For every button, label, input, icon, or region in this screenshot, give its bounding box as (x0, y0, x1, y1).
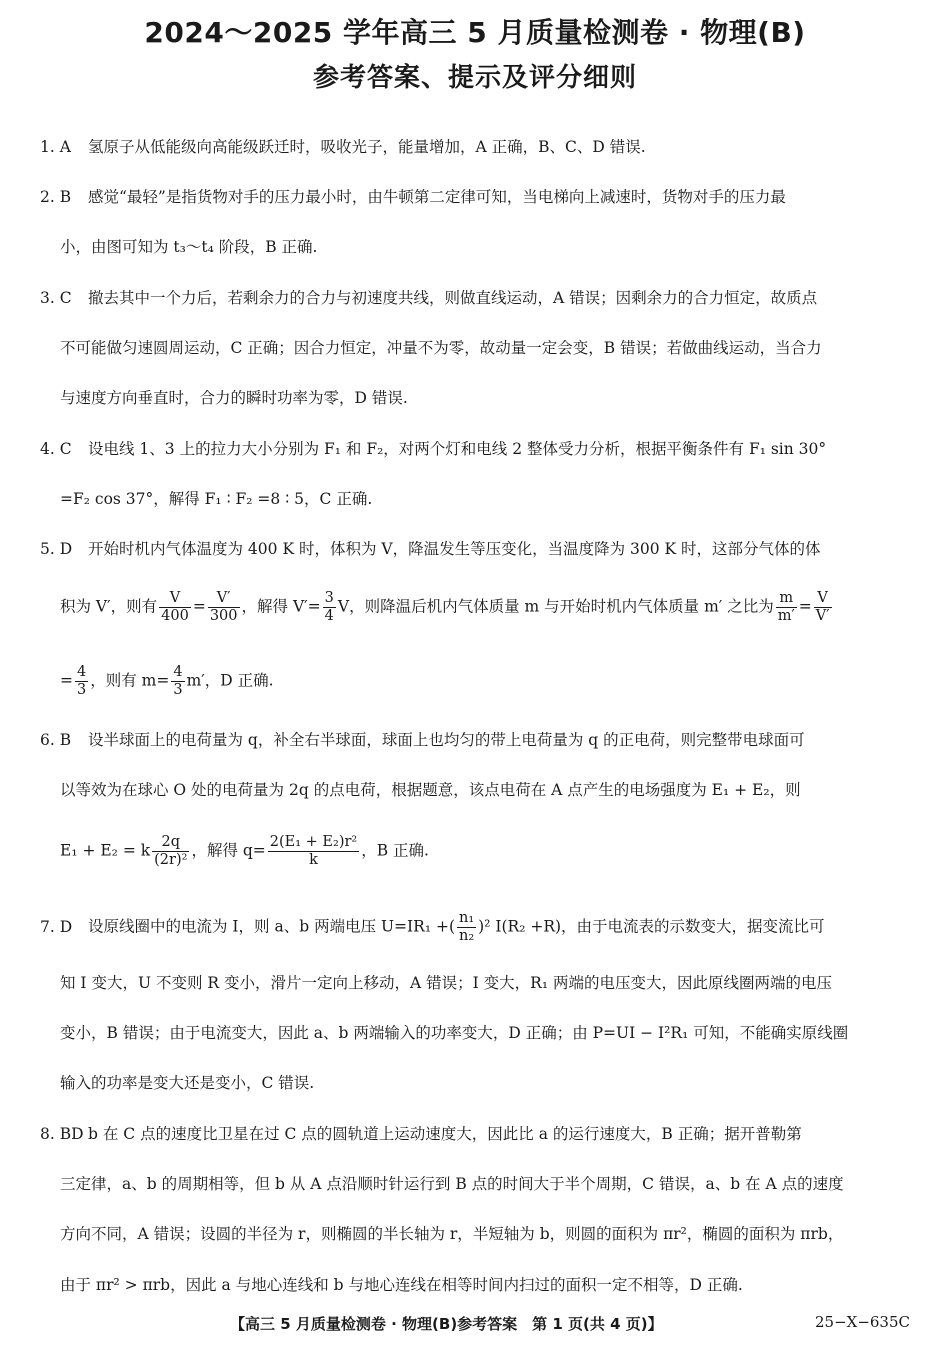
answer-text: 设电线 1、3 上的拉力大小分别为 F₁ 和 F₂，对两个灯和电线 2 整体受力分析，根据平衡条件有 F₁ sin 30° (88, 440, 827, 458)
equals: = (192, 597, 206, 616)
answer-6-line-2: 以等效为在球心 O 处的电荷量为 2q 的点电荷，根据题意，该点电荷在 A 点产生的电场强度为 E₁ + E₂，则 (60, 781, 801, 799)
text-run: E₁ + E₂ = k (60, 841, 151, 860)
equals: = (60, 671, 73, 690)
text-run: 积为 V′，则有 (60, 597, 158, 616)
text-run: 设原线圈中的电流为 I，则 a、b 两端电压 U=IR₁ +( (88, 917, 456, 936)
denominator: 400 (161, 608, 189, 624)
answer-3-line-3: 与速度方向垂直时，合力的瞬时功率为零，D 错误. (60, 389, 408, 407)
denominator: V′ (815, 608, 830, 624)
answer-8-line-3: 方向不同，A 错误；设圆的半径为 r，则椭圆的半长轴为 r，半短轴为 b，则圆的面积为 πr²，椭圆的面积为 πrb， (60, 1225, 844, 1243)
answer-text: 感觉“最轻”是指货物对手的压力最小时，由牛顿第二定律可知，当电梯向上减速时，货物对手的压力最 (88, 188, 786, 206)
answer-6-line-3 (60, 834, 910, 869)
answer-8 (40, 1123, 910, 1145)
denominator: 3 (77, 682, 87, 698)
answer-5-line-3 (60, 664, 910, 699)
fraction (75, 664, 88, 699)
answer-1 (40, 136, 910, 158)
answer-7 (40, 910, 910, 945)
denominator: k (309, 852, 318, 868)
equals: = (798, 597, 812, 616)
page-title: 2024～2025 学年高三 5 月质量检测卷 · 物理(B) (144, 16, 806, 49)
numerator: 2(E₁ + E₂)r² (269, 834, 358, 850)
numerator: V (814, 590, 832, 608)
text-run: ，解得 q= (191, 841, 266, 860)
text-run: ，B 正确. (361, 841, 429, 860)
answer-2-line-2: 小，由图可知为 t₃～t₄ 阶段，B 正确. (60, 238, 318, 256)
numerator: 3 (324, 590, 334, 606)
text-run: m′，D 正确. (186, 671, 274, 690)
answer-number: 1. A (40, 138, 71, 156)
answer-2 (40, 186, 910, 208)
answer-7-line-3: 变小，B 错误；由于电流变大，因此 a、b 两端输入的功率变大，D 正确；由 P=UI − I²R₁ 可知，不能确实原线圈 (60, 1024, 849, 1042)
answer-8-line-4: 由于 πr² > πrb，因此 a 与地心连线和 b 与地心连线在相等时间内扫过的面积一定不相等，D 正确. (60, 1276, 743, 1294)
answer-6 (40, 729, 910, 751)
text-run: V，则降温后机内气体质量 m 与开始时机内气体质量 m′ 之比为 (337, 597, 774, 616)
denominator: (2r)² (154, 852, 188, 868)
fraction (268, 834, 359, 869)
fraction (171, 664, 184, 699)
numerator: n₁ (459, 910, 475, 926)
denominator: m′ (777, 608, 795, 624)
answer-3 (40, 287, 910, 309)
answer-text: b 在 C 点的速度比卫星在过 C 点的圆轨道上运动速度大，因此比 a 的运行速度大，B 正确；据开普勒第 (88, 1125, 802, 1143)
answer-3-line-2: 不可能做匀速圆周运动，C 正确；因合力恒定，冲量不为零，故动量一定会变，B 错误；若做曲线运动，当合力 (60, 339, 822, 357)
answer-5-line-2 (60, 590, 910, 625)
answer-4-line-2: =F₂ cos 37°，解得 F₁ ∶ F₂ =8 ∶ 5，C 正确. (60, 490, 373, 508)
answer-8-line-2: 三定律，a、b 的周期相等，但 b 从 A 点沿顺时针运行到 B 点的时间大于半个周期，C 错误，a、b 在 A 点的速度 (60, 1175, 844, 1193)
document-code: 25−X−635C (814, 1313, 910, 1331)
answer-number: 7. D (40, 917, 73, 936)
text-run: ，解得 V′= (241, 597, 321, 616)
answer-number: 6. B (40, 731, 72, 749)
fraction (776, 590, 797, 625)
answer-7-line-2: 知 I 变大，U 不变则 R 变小，滑片一定向上移动，A 错误；I 变大，R₁ 两端的电压变大，因此原线圈两端的电压 (60, 974, 832, 992)
numerator: 4 (77, 664, 87, 680)
answer-text: 设半球面上的电荷量为 q，补全右半球面，球面上也均匀的带上电荷量为 q 的正电荷，则完整带电球面可 (88, 731, 805, 749)
fraction (323, 590, 336, 625)
numerator: m (776, 590, 797, 608)
fraction (159, 590, 191, 625)
fraction (457, 910, 476, 945)
numerator: V (159, 590, 191, 608)
answer-text: 开始时机内气体温度为 400 K 时，体积为 V，降温发生等压变化，当温度降为 300 K 时，这部分气体的体 (88, 540, 821, 558)
text-run: )² I(R₂ +R)，由于电流表的示数变大，据变流比可 (478, 917, 825, 936)
numerator: 4 (173, 664, 183, 680)
answer-number: 2. B (40, 188, 72, 206)
answer-7-line-4: 输入的功率是变大还是变小，C 错误. (60, 1074, 315, 1092)
numerator: 2q (152, 834, 189, 852)
answer-number: 3. C (40, 289, 72, 307)
answer-5 (40, 538, 910, 560)
answer-number: 4. C (40, 440, 72, 458)
fraction (152, 834, 189, 869)
answer-text: 氢原子从低能级向高能级跃迁时，吸收光子，能量增加，A 正确，B、C、D 错误. (88, 138, 646, 156)
page-footer: 【高三 5 月质量检测卷 · 物理(B)参考答案 第 1 页(共 4 页)】 (230, 1315, 663, 1333)
denominator: 3 (173, 682, 183, 698)
denominator: 4 (324, 608, 334, 624)
answer-4 (40, 438, 910, 460)
fraction (814, 590, 832, 625)
fraction (208, 590, 240, 625)
numerator: V′ (208, 590, 240, 608)
answer-number: 5. D (40, 540, 73, 558)
page-subtitle: 参考答案、提示及评分细则 (312, 63, 637, 93)
answer-text: 撤去其中一个力后，若剩余力的合力与初速度共线，则做直线运动，A 错误；因剩余力的合力恒定，故质点 (88, 289, 818, 307)
denominator: n₂ (459, 928, 475, 944)
denominator: 300 (209, 608, 238, 624)
text-run: ，则有 m= (90, 671, 170, 690)
answer-number: 8. BD (40, 1125, 84, 1143)
